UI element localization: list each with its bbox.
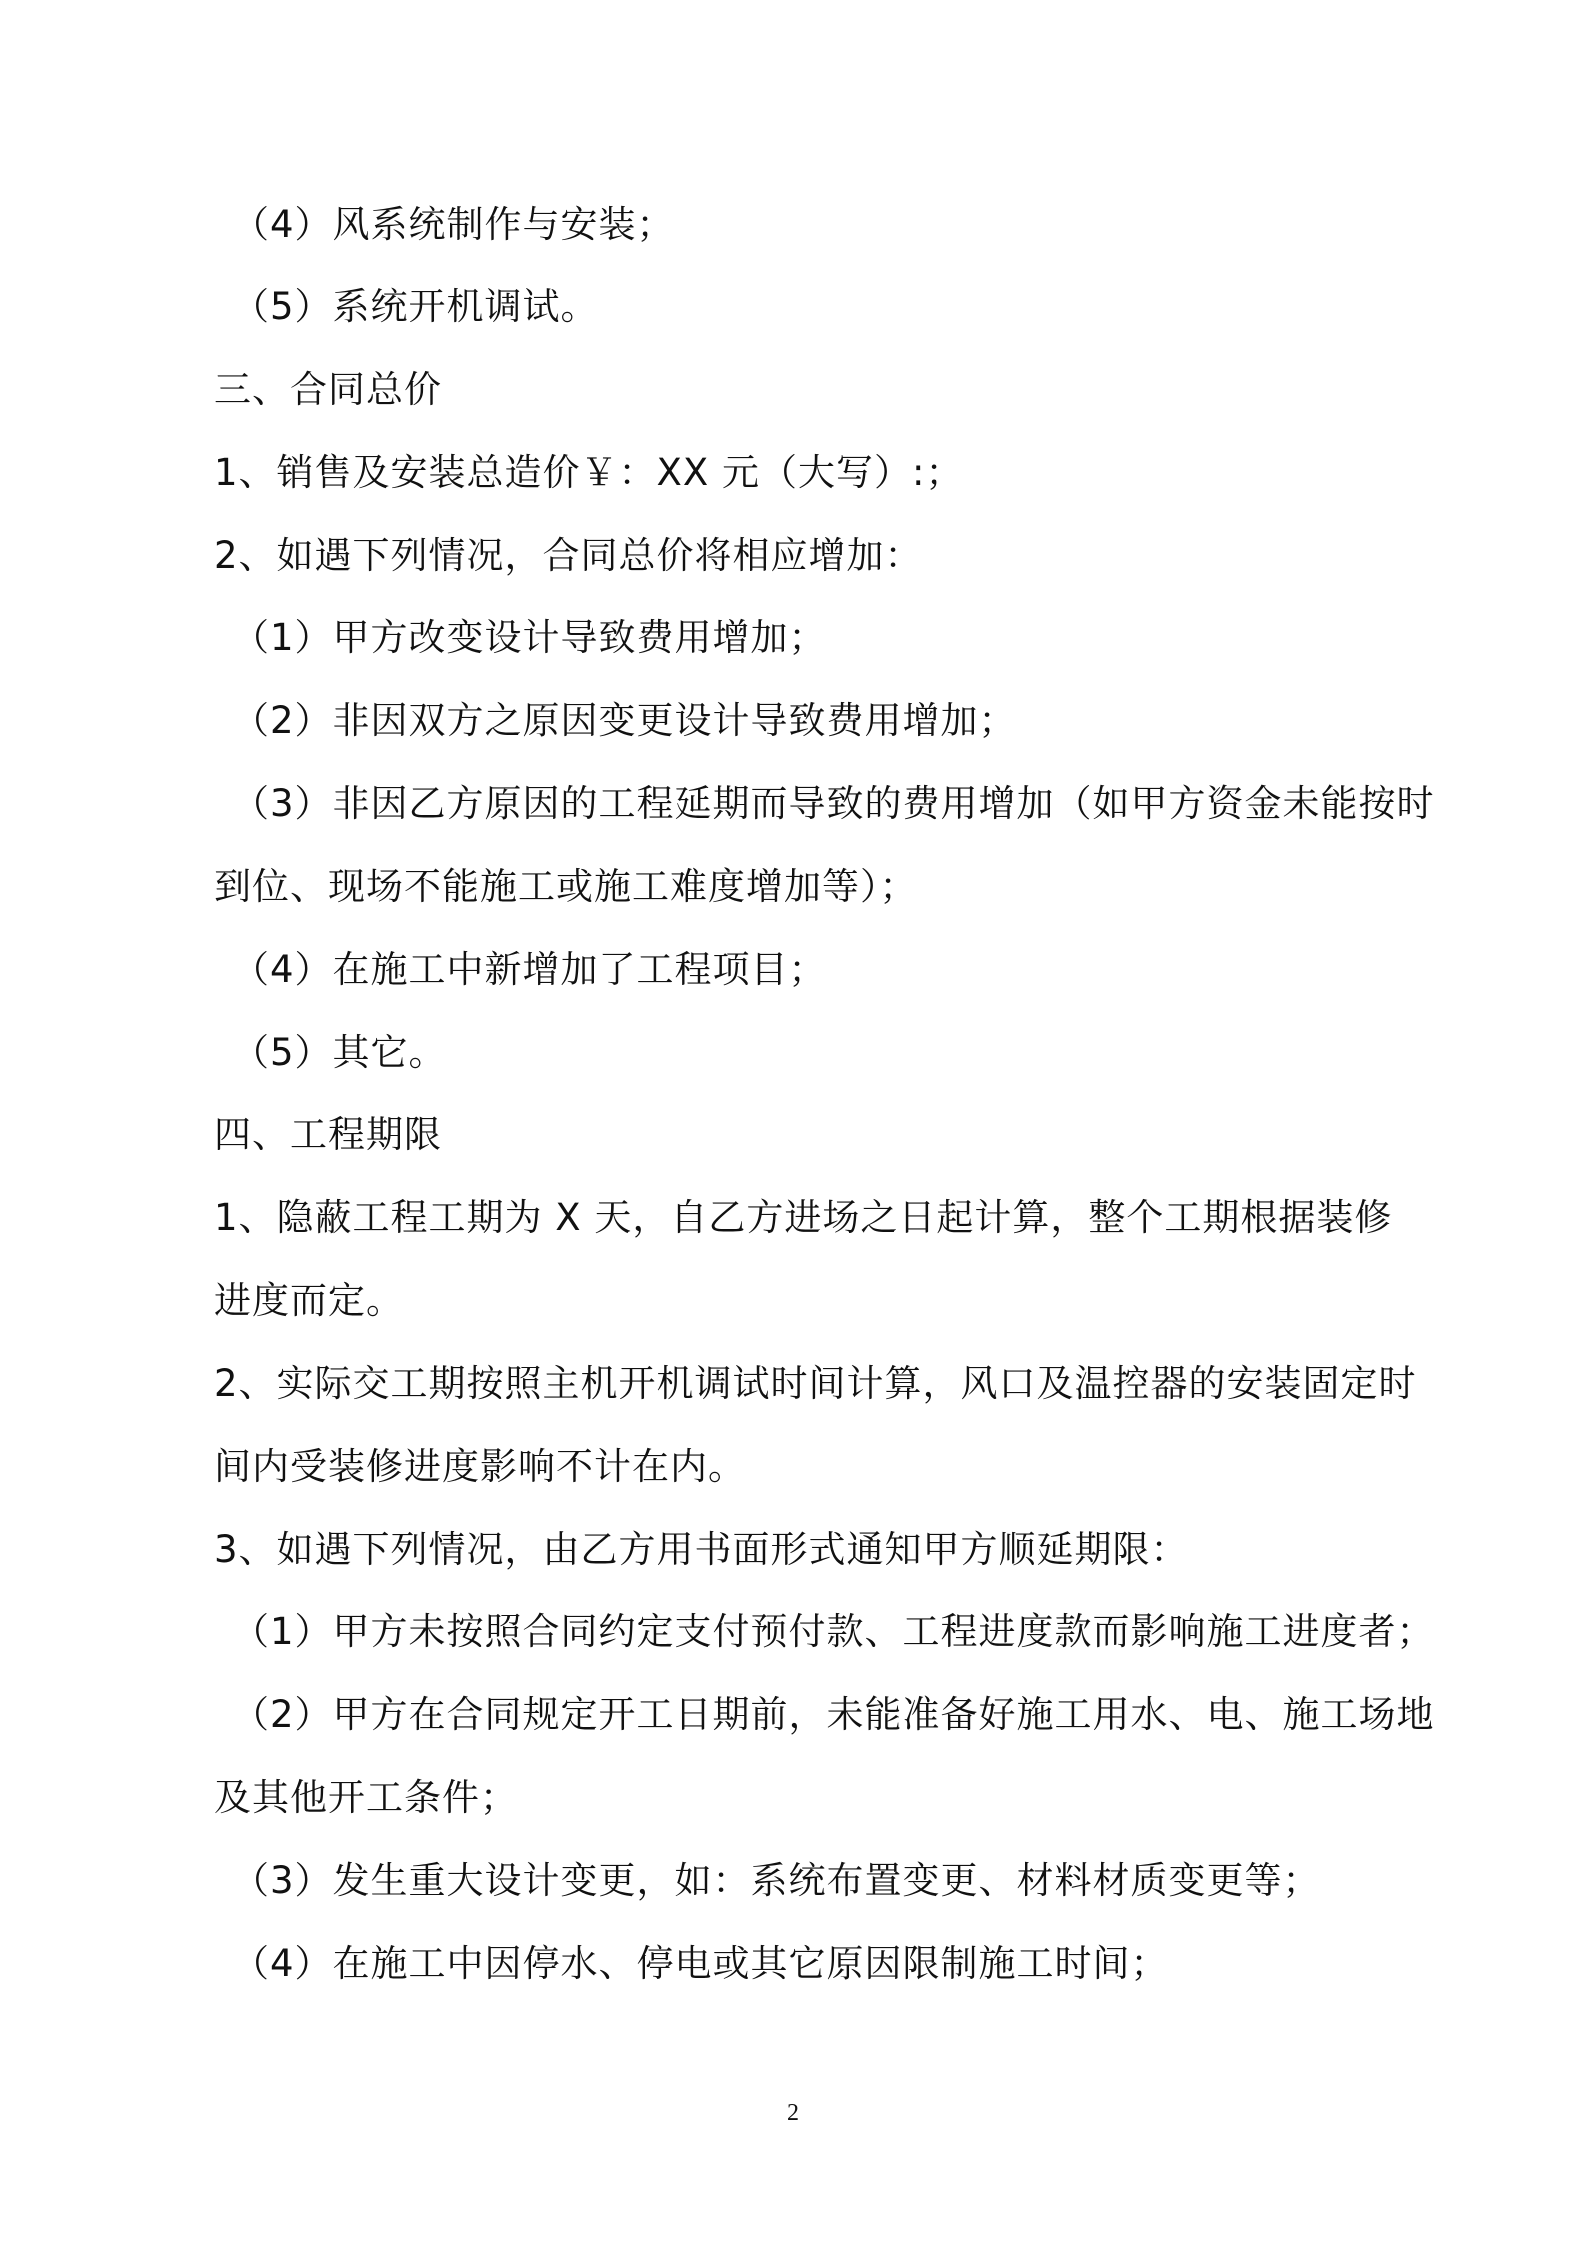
list-item: （1）甲方未按照合同约定支付预付款、工程进度款而影响施工进度者； <box>232 1610 1435 1653</box>
list-item: （3）非因乙方原因的工程延期而导致的费用增加（如甲方资金未能按时 <box>232 782 1435 825</box>
list-item: （4）风系统制作与安装； <box>232 203 675 246</box>
list-item: （3）发生重大设计变更，如：系统布置变更、材料材质变更等； <box>232 1859 1321 1902</box>
list-item: （4）在施工中因停水、停电或其它原因限制施工时间； <box>232 1942 1169 1985</box>
list-item: （1）甲方改变设计导致费用增加； <box>232 616 827 659</box>
paragraph: 2、如遇下列情况，合同总价将相应增加： <box>214 534 923 577</box>
section-heading: 三、合同总价 <box>214 368 442 411</box>
page-number: 2 <box>787 2100 799 2126</box>
list-item-continued: 到位、现场不能施工或施工难度增加等）； <box>214 865 918 908</box>
list-item-continued: 及其他开工条件； <box>214 1776 518 1819</box>
list-item: （2）甲方在合同规定开工日期前，未能准备好施工用水、电、施工场地 <box>232 1693 1435 1736</box>
list-item: （2）非因双方之原因变更设计导致费用增加； <box>232 699 1017 742</box>
paragraph: 2、实际交工期按照主机开机调试时间计算，风口及温控器的安装固定时 <box>214 1362 1417 1405</box>
section-heading: 四、工程期限 <box>214 1113 442 1156</box>
paragraph-continued: 进度而定。 <box>214 1279 404 1322</box>
paragraph: 1、隐蔽工程工期为 X 天，自乙方进场之日起计算，整个工期根据装修 <box>214 1196 1393 1239</box>
list-item: （5）其它。 <box>232 1031 447 1074</box>
list-item: （5）系统开机调试。 <box>232 285 599 328</box>
list-item: （4）在施工中新增加了工程项目； <box>232 948 827 991</box>
paragraph: 1、销售及安装总造价￥：XX 元（大写）:； <box>214 451 964 494</box>
paragraph-continued: 间内受装修进度影响不计在内。 <box>214 1445 746 1488</box>
paragraph: 3、如遇下列情况，由乙方用书面形式通知甲方顺延期限： <box>214 1528 1189 1571</box>
